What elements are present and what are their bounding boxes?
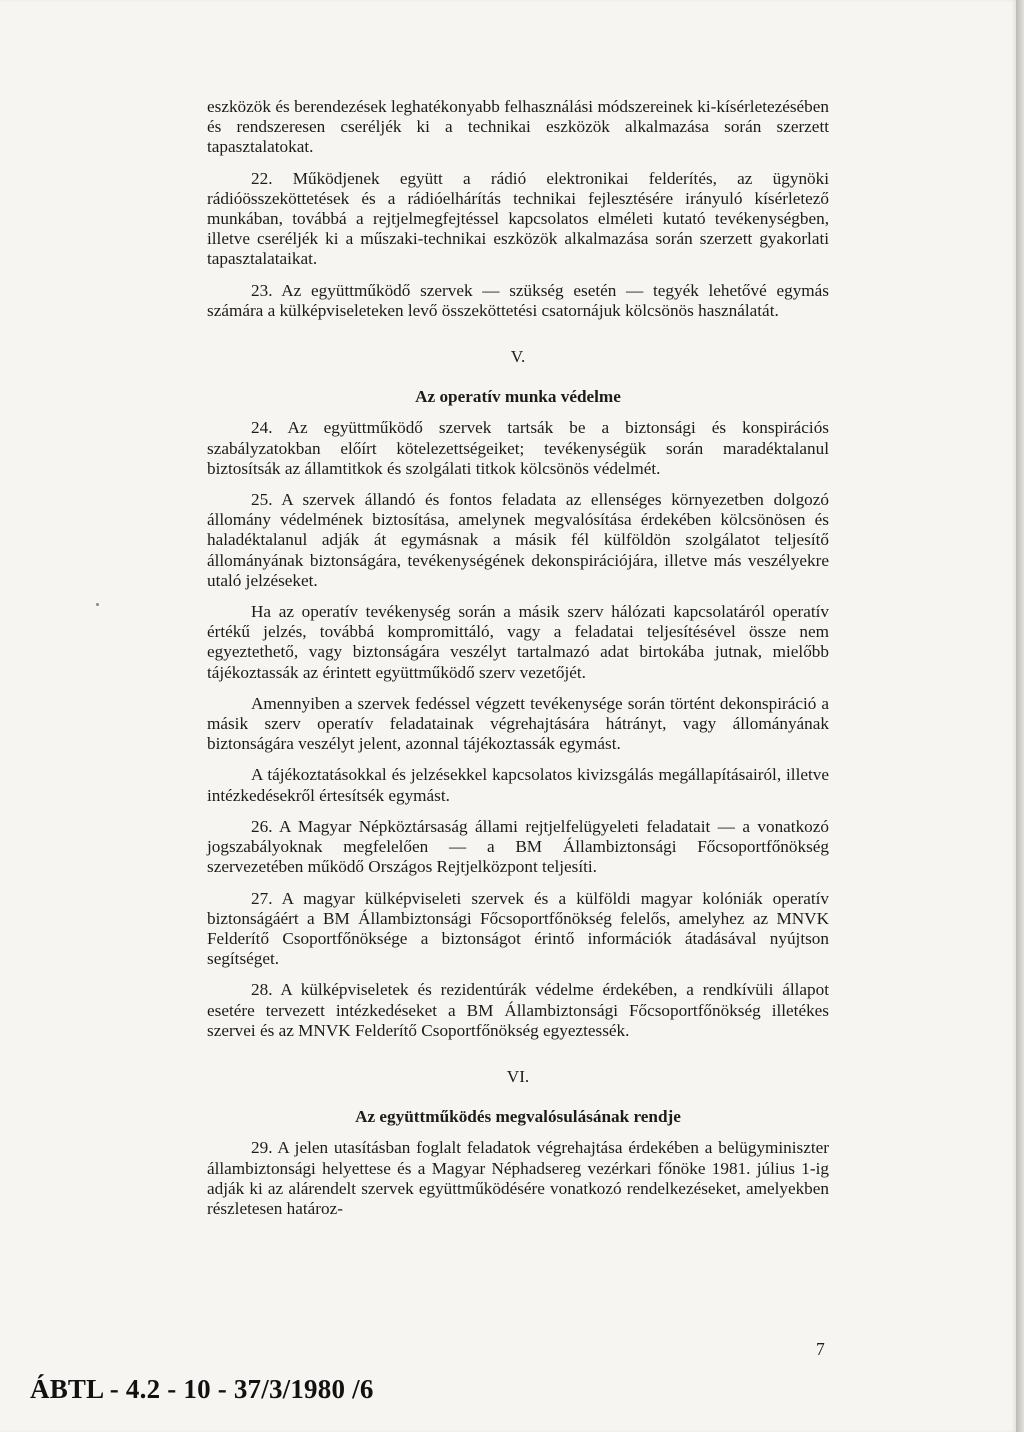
paragraph-26: 26. A Magyar Népköztársaság állami rejtjelfelügyeleti feladatait — a vonatkozó jogszabályoknak megfelelően — a BM Állambiztonsági Főcsoportfőnökség szervezetében működő Országos Rejtjelközpont teljesíti. [207, 816, 829, 877]
document-body [207, 97, 829, 1230]
page-number: 7 [816, 1339, 825, 1359]
paragraph-25-deconspiracy: Amennyiben a szervek fedéssel végzett tevékenysége során történt dekonspiráció a másik szerv operatív feladatainak végrehajtására hátrányt, vagy állományának biztonságára veszélyt jelent, azonnal tájékoztassák egymást. [207, 693, 829, 754]
scan-edge [1016, 0, 1024, 1432]
paragraph-23: 23. Az együttműködő szervek — szükség esetén — tegyék lehetővé egymás számára a külképviseleteken levő összeköttetési csatornájuk kölcsönös használatát. [207, 280, 829, 320]
paragraph-25-network: Ha az operatív tevékenység során a másik szerv hálózati kapcsolatáról operatív értékű jelzés, továbbá kompromittáló, vagy a feladatai teljesítésével össze nem egyeztethető, vagy biztonságára veszélyt tartalmazó adat birtokába jutnak, mielőbb tájékoztassák az érintett együttműködő szerv vezetőjét. [207, 602, 829, 682]
paragraph-29: 29. A jelen utasításban foglalt feladatok végrehajtása érdekében a belügyminiszter állambiztonsági helyettese és a Magyar Néphadsereg vezérkari főnöke 1981. július 1-ig adják ki az alárendelt szervek együttműködésére vonatkozó rendelkezéseket, amelyekben részletesen határoz- [207, 1138, 829, 1218]
paragraph-22: 22. Működjenek együtt a rádió elektronikai felderítés, az ügynöki rádióösszeköttetések és a rádióelhárítás technikai fejlesztésére irányuló kísérletező munkában, továbbá a rejtjelmegfejtéssel kapcsolatos elméleti kutató tevékenységben, illetve cseréljék ki a műszaki-technikai eszközök alkalmazása során szerzett gyakorlati tapasztalataikat. [207, 168, 829, 269]
section-vi-number: VI. [506, 1066, 530, 1086]
section-v-number: V. [510, 347, 526, 367]
archive-reference: ÁBTL - 4.2 - 10 - 37/3/1980 /6 [30, 1374, 374, 1404]
paragraph-28: 28. A külképviseletek és rezidentúrák védelme érdekében, a rendkívüli állapot esetére tervezett intézkedéseket a BM Állambiztonsági Főcsoportfőnökség illetékes szervei és az MNVK Felderítő Csoportfőnökség egyeztessék. [207, 980, 829, 1040]
paragraph-continuation: eszközök és berendezések leghatékonyabb felhasználási módszereinek ki-kísérletezésében és rendszeresen cseréljék ki a technikai eszközök alkalmazása során szerzett tapasztalatokat. [207, 97, 829, 157]
section-vi-title: Az együttműködés megvalósulásának rendje [355, 1107, 681, 1127]
paragraph-24: 24. Az együttműködő szervek tartsák be a biztonsági és konspirációs szabályzatokban előírt kötelezettségeiket; tevékenységük során maradéktalanul biztosítsák az államtitkok és szolgálati titkok kölcsönös védelmét. [207, 418, 829, 478]
paragraph-25: 25. A szervek állandó és fontos feladata az ellenséges környezetben dolgozó állomány védelmének biztosítása, amelynek megvalósítása érdekében kölcsönösen és haladéktalanul adják át egymásnak a másik fél külföldön szolgálatot teljesítő állományának biztonságára, tevékenységének dekonspirációjára, illetve más veszélyekre utaló jelzéseket. [207, 490, 829, 590]
paragraph-27: 27. A magyar külképviseleti szervek és a külföldi magyar kolóniák operatív biztonságáért a BM Állambiztonsági Főcsoportfőnökség felelős, amelyhez az MNVK Felderítő Csoportfőnöksége a biztonságot érintő információk átadásával nyújtson segítséget. [207, 888, 829, 969]
section-v-title: Az operatív munka védelme [415, 387, 621, 407]
paragraph-25-investigation: A tájékoztatásokkal és jelzésekkel kapcsolatos kivizsgálás megállapításairól, illetve intézkedésekről értesítsék egymást. [207, 765, 829, 805]
paper-speck [96, 603, 99, 606]
